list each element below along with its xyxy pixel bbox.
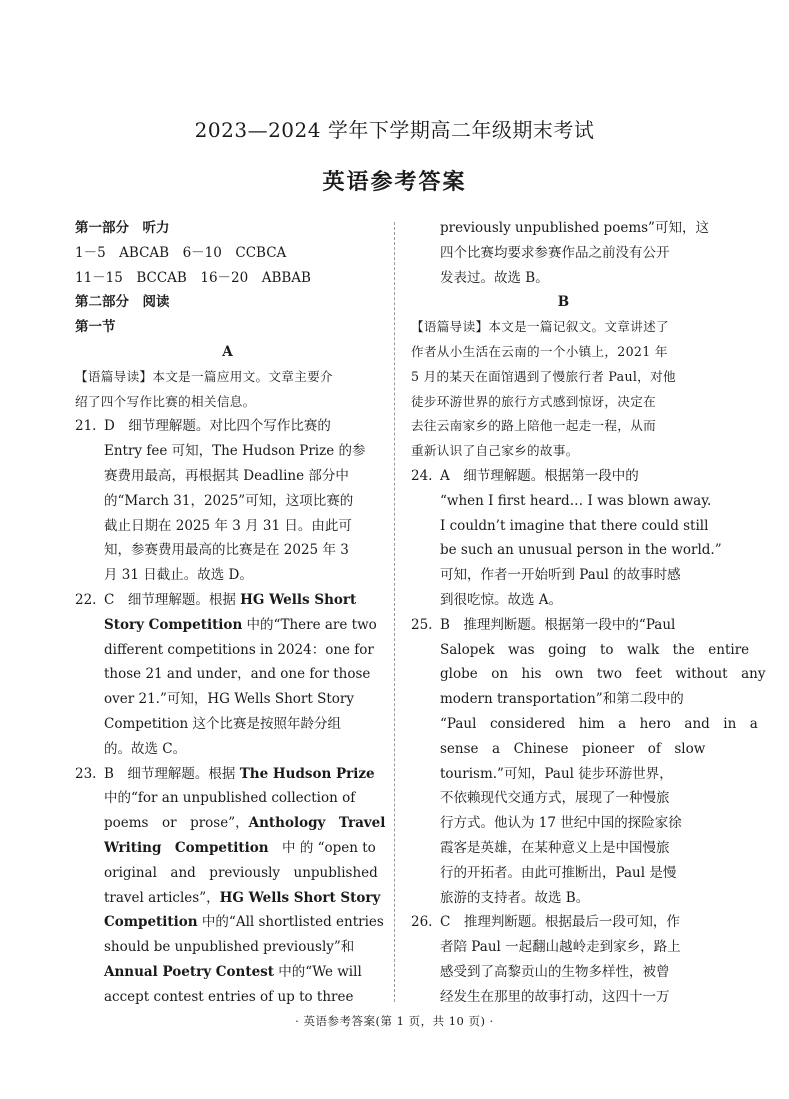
competition-name: Anthology Travel xyxy=(248,815,386,832)
answer-text: accept contest entries of up to three xyxy=(104,988,354,1005)
answer-text: I couldn’t imagine that there could still xyxy=(440,517,709,534)
passage-a-label: A xyxy=(222,343,233,360)
answer-text: 月 31 日截止。故选 D。 xyxy=(104,567,253,584)
answer-text: 中的“for an unpublished collection of xyxy=(104,790,356,807)
answers-row-2: 11－15 BCCAB 16－20 ABBAB xyxy=(75,269,311,286)
answers-row-1: 1－5 ABCAB 6－10 CCBCA xyxy=(75,244,287,261)
answer-text: 行的开拓者。由此可推断出，Paul 是慢 xyxy=(440,864,677,881)
answer-text: previously unpublished poems”可知，这 xyxy=(440,220,709,236)
answer-text: 中的“There are two xyxy=(242,616,377,633)
answer-text: 旅游的支持者。故选 B。 xyxy=(440,889,590,906)
answer-text: 赛费用最高，再根据其 Deadline 部分中 xyxy=(104,467,349,484)
competition-name: Annual Poetry Contest xyxy=(104,963,274,980)
competition-name: HG Wells Short xyxy=(240,591,357,608)
answer-text: 行方式。他认为 17 世纪中国的探险家徐 xyxy=(440,815,682,832)
part1-heading: 第一部分 听力 xyxy=(75,220,170,236)
answer-text: B 推理判断题。根据第一段中的“Paul xyxy=(440,616,676,633)
answer-text: should be unpublished previously”和 xyxy=(104,939,355,956)
answer-text: 不依赖现代交通方式，展现了一种慢旅 xyxy=(440,790,670,807)
answer-text: modern transportation”和第二段中的 xyxy=(440,691,684,708)
answer-text: B 细节理解题。根据 xyxy=(104,765,240,782)
answer-text: 中的“All shortlisted entries xyxy=(197,914,384,931)
answer-text: 感受到了高黎贡山的生物多样性，被曾 xyxy=(440,963,670,980)
competition-name: HG Wells Short Story xyxy=(219,889,381,906)
answer-text: 到很吃惊。故选 A。 xyxy=(440,591,563,608)
section-heading: 第一节 xyxy=(75,319,116,336)
answer-text: 的“March 31，2025”可知，这项比赛的 xyxy=(104,492,354,509)
passage-b-guide-line: 徒步环游世界的旅行方式感到惊讶，决定在 xyxy=(411,393,656,409)
answer-text: A 细节理解题。根据第一段中的 xyxy=(440,467,639,484)
document-title: 2023—2024 学年下学期高二年级期末考试 xyxy=(194,118,595,142)
answer-text: different competitions in 2024：one for xyxy=(104,641,374,658)
competition-name: Story Competition xyxy=(104,616,243,633)
question-25 xyxy=(411,613,766,911)
left-column xyxy=(75,216,386,1010)
answer-text: C 细节理解题。根据 xyxy=(104,591,241,608)
passage-b-guide-line: 作者从小生活在云南的一个小镇上，2021 年 xyxy=(411,343,668,359)
passage-b-guide-line: 去往云南家乡的路上陪他一起走一程，从而 xyxy=(411,418,656,434)
answer-text: over 21.”可知，HG Wells Short Story xyxy=(104,691,354,708)
question-number: 24. xyxy=(411,467,433,484)
answer-text: globe on his own two feet without any xyxy=(440,666,766,683)
answer-text: travel articles”， xyxy=(104,889,220,906)
question-number: 21. xyxy=(75,418,97,435)
question-number: 25. xyxy=(411,616,433,633)
answer-text: 发表过。故选 B。 xyxy=(440,269,549,286)
competition-name: The Hudson Prize xyxy=(239,765,375,782)
answer-text: tourism.”可知，Paul 徒步环游世界， xyxy=(440,765,673,782)
answer-text: D 细节理解题。对比四个写作比赛的 xyxy=(104,418,331,435)
answer-text: 霞客是英雄，在某种意义上是中国慢旅 xyxy=(440,839,670,856)
question-23 xyxy=(75,762,386,1010)
answer-text: 中的“We will xyxy=(274,963,362,980)
answer-text: Competition 这个比赛是按照年龄分组 xyxy=(104,715,341,732)
question-number: 22. xyxy=(75,591,97,608)
answer-text: poems or prose”， xyxy=(104,815,249,832)
question-24 xyxy=(411,464,722,613)
passage-b-guide-line: 5 月的某天在面馆遇到了慢旅行者 Paul，对他 xyxy=(411,368,676,384)
answer-text: “Paul considered him a hero and in a xyxy=(440,715,758,732)
page-footer: · 英语参考答案(第 1 页，共 10 页) · xyxy=(295,1014,494,1028)
answer-text: 者陪 Paul 一起翻山越岭走到家乡，路上 xyxy=(440,939,681,956)
answer-text: Salopek was going to walk the entire xyxy=(440,641,750,658)
passage-b-label: B xyxy=(557,294,570,311)
answer-text: Entry fee 可知，The Hudson Prize 的参 xyxy=(104,443,366,460)
answer-text: sense a Chinese pioneer of slow xyxy=(440,740,706,757)
answer-text: 经发生在那里的故事打动，这四十一万 xyxy=(440,988,670,1005)
answer-text: 中 的 “open to xyxy=(268,839,376,856)
passage-b-guide-line: 【语篇导读】本文是一篇记叙文。文章讲述了 xyxy=(411,319,669,335)
passage-a-guide-line: 【语篇导读】本文是一篇应用文。文章主要介 xyxy=(75,368,333,384)
answer-text: be such an unusual person in the world.” xyxy=(440,542,722,559)
question-number: 23. xyxy=(75,765,97,782)
answer-text: 四个比赛均要求参赛作品之前没有公开 xyxy=(440,244,670,261)
answer-text: 的。故选 C。 xyxy=(104,740,187,757)
answer-text: C 推理判断题。根据最后一段可知，作 xyxy=(440,914,680,931)
competition-name: Writing Competition xyxy=(104,839,269,856)
answer-text: 截止日期在 2025 年 3 月 31 日。由此可 xyxy=(104,517,352,534)
part2-heading: 第二部分 阅读 xyxy=(75,294,170,311)
right-column xyxy=(411,216,766,1010)
document-subtitle: 英语参考答案 xyxy=(322,169,467,195)
question-26 xyxy=(411,910,716,1009)
passage-a-guide-line: 绍了四个写作比赛的相关信息。 xyxy=(75,393,256,409)
question-21 xyxy=(75,414,380,588)
question-22 xyxy=(75,588,380,762)
answer-text: original and previously unpublished xyxy=(104,864,378,881)
answer-text: 可知，作者一开始听到 Paul 的故事时感 xyxy=(440,567,681,584)
answer-text: 知，参赛费用最高的比赛是在 2025 年 3 xyxy=(104,542,349,559)
passage-b-guide-line: 重新认识了自己家乡的故事。 xyxy=(411,443,579,459)
answer-text: those 21 and under，and one for those xyxy=(104,666,371,683)
column-divider xyxy=(394,222,395,1002)
competition-name: Competition xyxy=(104,914,198,931)
question-number: 26. xyxy=(411,914,433,931)
answer-text: “when I first heard… I was blown away. xyxy=(440,492,712,509)
